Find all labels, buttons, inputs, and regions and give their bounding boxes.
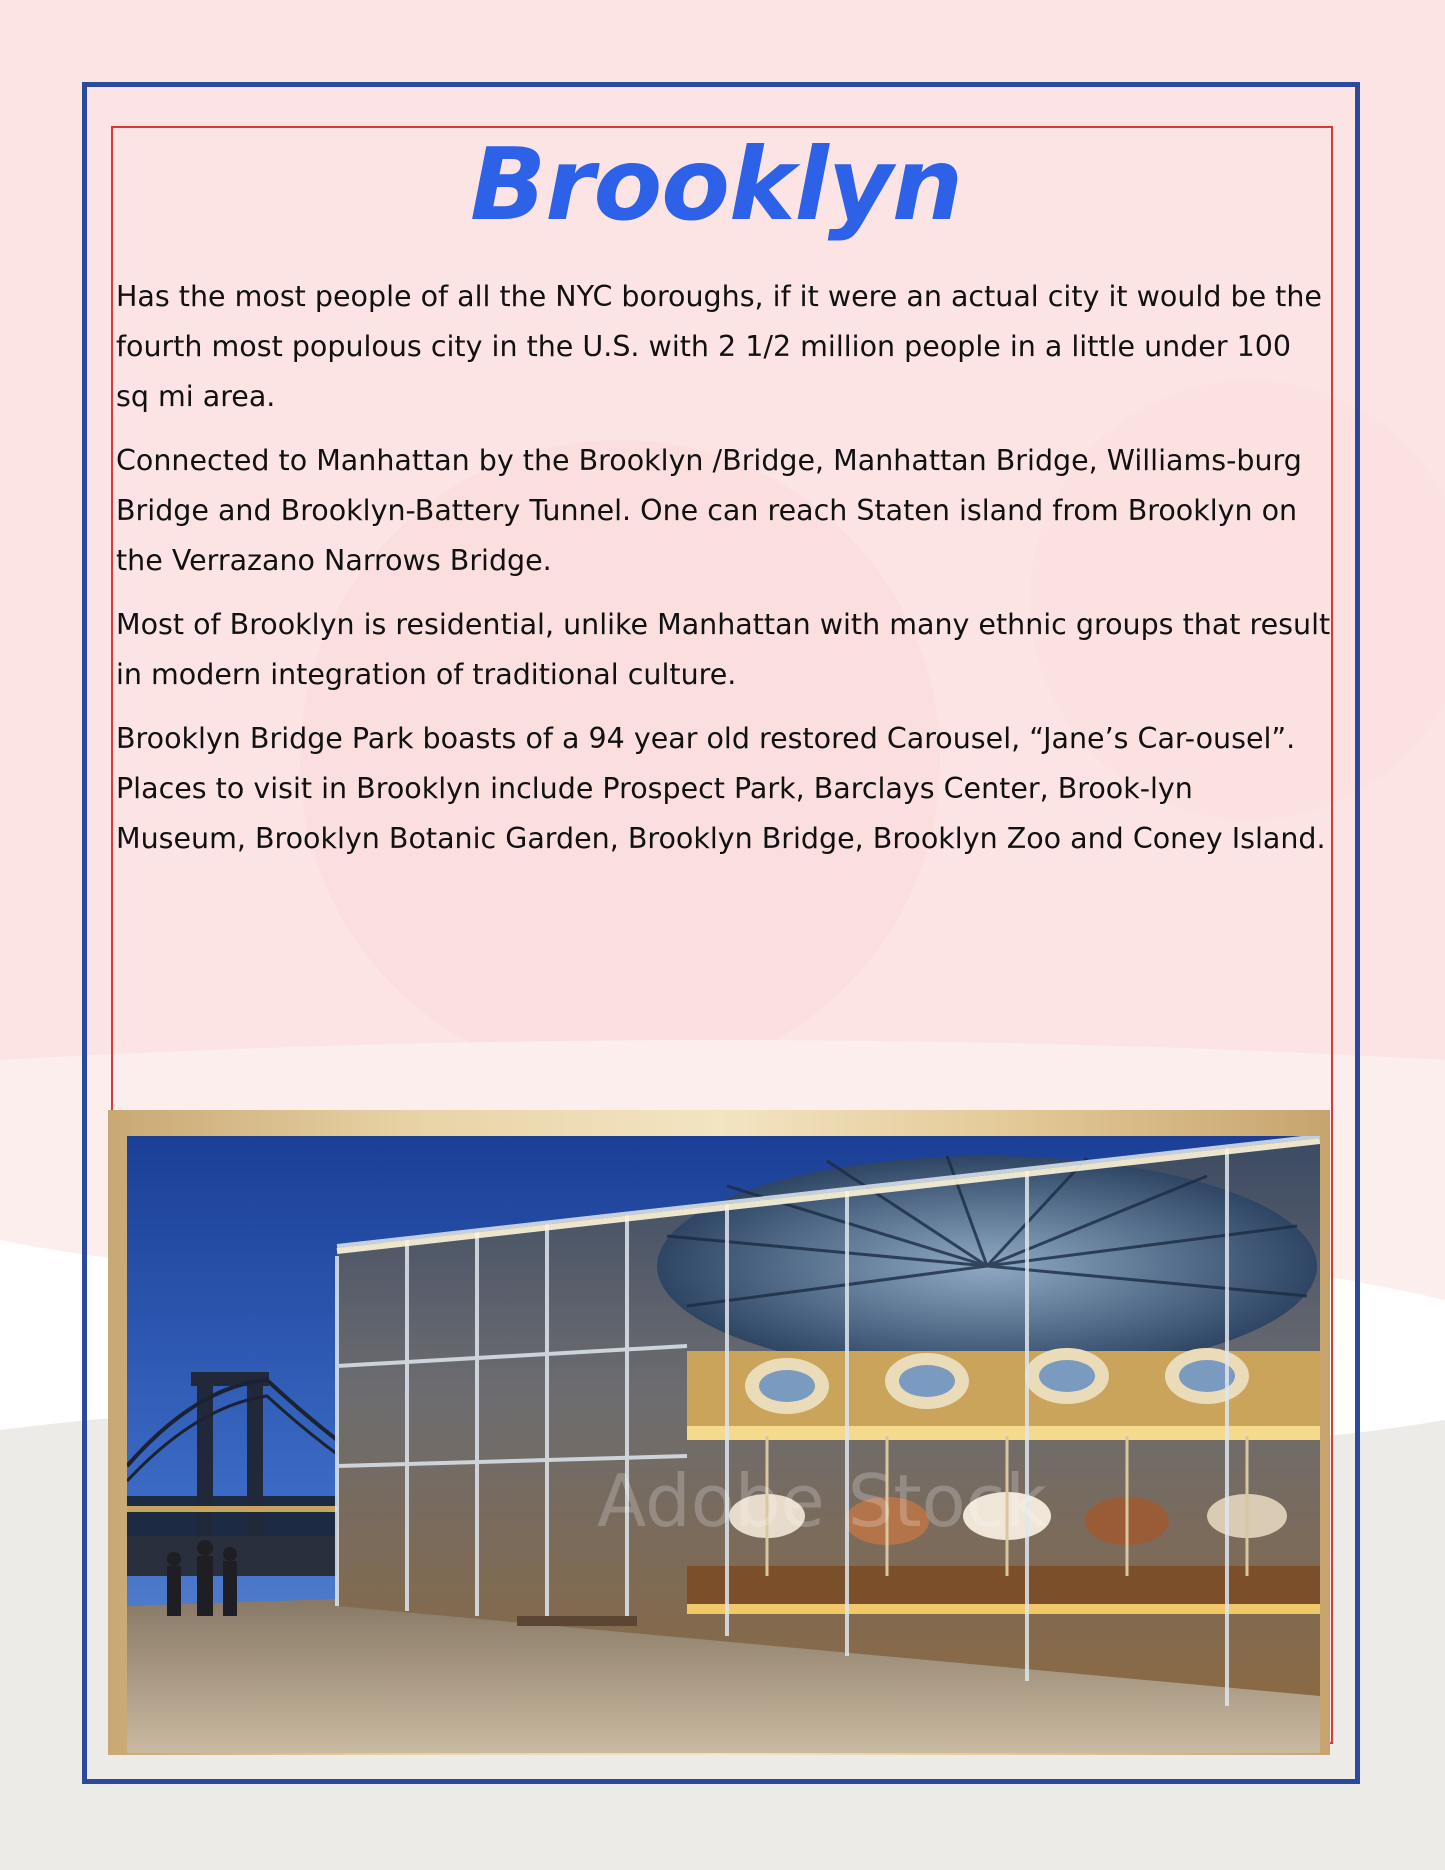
stock-watermark: Adobe Stock	[597, 1459, 1047, 1543]
paragraph-places: Brooklyn Bridge Park boasts of a 94 year old restored Carousel, “Jane’s Car-ousel”. Places to visit in Brooklyn include Prospect Park, Barclays Center, Brook-lyn Museum, Brooklyn Botanic Garden, Brooklyn Bridge, Brooklyn Zoo and Coney Island.	[116, 722, 1326, 855]
carousel-photo	[127, 1136, 1320, 1753]
page-title: Brooklyn	[470, 126, 963, 243]
carousel-illustration	[127, 1136, 1320, 1753]
paragraph-residential: Most of Brooklyn is residential, unlike Manhattan with many ethnic groups that result in modern integration of traditional culture.	[116, 608, 1331, 691]
body-text	[116, 272, 1331, 878]
paragraph-bridges: Connected to Manhattan by the Brooklyn /Bridge, Manhattan Bridge, Williams-burg Bridge and Brooklyn-Battery Tunnel. One can reach Staten island from Brooklyn on the Verrazano Narrows Bridge.	[116, 444, 1302, 577]
paragraph-population: Has the most people of all the NYC boroughs, if it were an actual city it would be the fourth most populous city in the U.S. with 2 1/2 million people in a little under 100 sq mi area.	[116, 280, 1322, 413]
